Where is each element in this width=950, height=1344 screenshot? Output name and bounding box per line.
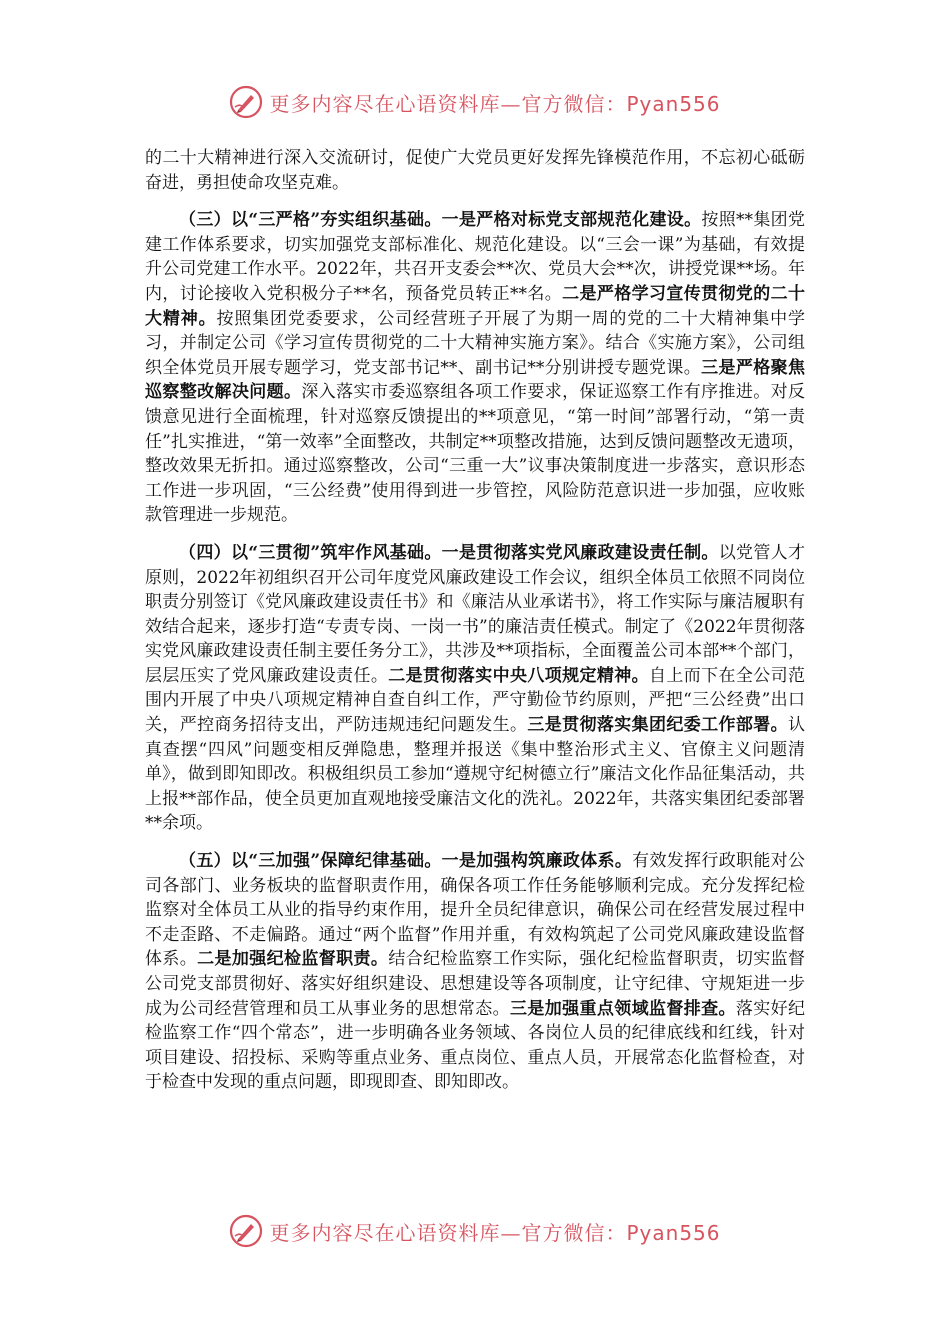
bold-run: 三是加强重点领域监督排查。 [509, 998, 736, 1019]
bold-run: 二是贯彻落实中央八项规定精神。 [388, 665, 649, 686]
footer-banner-text [269, 1217, 720, 1246]
document-body [145, 146, 805, 1095]
paragraph-section-3 [145, 208, 805, 528]
text-run: 深入落实市委巡察组各项工作要求，保证巡察工作有序推进。对反馈意见进行全面梳理，针对巡察反馈提出的**项意见，“第一时间”部署行动，“第一责任”扎实推进，“第一效率”全面整改，共制定**项整改措施，达到反馈问题整改无遗项，整改效果无折扣。通过巡察整改，公司“三重一大”议事决策制度进一步落实，意识形态工作进一步巩固，“三公经费”使用得到进一步管控，风险防范意识进一步加强，应收账款管理进一步规范。 [145, 382, 805, 526]
bold-run: 二是加强纪检监督职责。 [197, 949, 389, 970]
text-run: 结合纪检监察工作实际，强化纪检监督职责，切实监督公司党支部贯彻好、落实好组织建设、思想建设等各项制度，让守纪律、守规矩进一步成为公司经营管理和员工从事业务的思想常态。 [145, 949, 806, 1019]
bold-run: 三是贯彻落实集团纪委工作部署。 [527, 715, 789, 736]
text-run: 以党管人才原则，2022年初组织召开公司年度党风廉政建设工作会议，组织全体员工依照不同岗位职责分别签订《党风廉政建设责任书》和《廉洁从业承诺书》，将工作实际与廉洁履职有效结合起来，逐步打造“专责专岗、一岗一书”的廉洁责任模式。制定了《2022年贯彻落实党风廉政建设责任制主要任务分工》，共涉及**项指标，全面覆盖公司本部**个部门，层层压实了党风廉政建设责任。 [145, 542, 806, 686]
section-heading: （五）以“三加强”保障纪律基础。一是加强构筑廉政体系。 [179, 851, 633, 872]
pen-logo-icon [229, 85, 263, 119]
footer-banner [0, 1211, 950, 1251]
banner-wechat-id: Pyan556 [626, 1220, 721, 1245]
banner-wechat-id: Pyan556 [626, 91, 721, 116]
header-banner [0, 82, 950, 122]
text-run: 有效发挥行政职能对公司各部门、业务板块的监督职责作用，确保各项工作任务能够顺利完成。充分发挥纪检监察对全体员工从业的指导约束作用，提升全员纪律意识，确保公司在经营发展过程中不走歪路、不走偏路。通过“两个监督”作用并重，有效构筑起了公司党风廉政建设监督体系。 [145, 851, 805, 970]
text-run: 按照**集团党建工作体系要求，切实加强党支部标准化、规范化建设。以“三会一课”为基础，有效提升公司党建工作水平。2022年，共召开支委会**次、党员大会**次，讲授党课**场。年内，讨论接收入党积极分子**名，预备党员转正**名。 [145, 210, 805, 304]
section-heading: （四）以“三贯彻”筑牢作风基础。一是贯彻落实党风廉政建设责任制。 [179, 542, 719, 563]
text-run: 的二十大精神进行深入交流研讨，促使广大党员更好发挥先锋模范作用，不忘初心砥砺奋进，勇担使命攻坚克难。 [145, 148, 805, 193]
banner-slogan: 更多内容尽在心语资料库—官方微信： [269, 91, 627, 116]
text-run: 按照集团党委要求，公司经营班子开展了为期一周的党的二十大精神集中学习，并制定公司《学习宣传贯彻党的二十大精神实施方案》。结合《实施方案》，公司组织全体党员开展专题学习，党支部书记**、副书记**分别讲授专题党课。 [145, 308, 806, 378]
paragraph-1 [145, 146, 805, 195]
bold-run: 二是严格学习宣传贯彻党的二十大精神。 [145, 283, 806, 329]
section-heading: （三）以“三严格”夯实组织基础。一是严格对标党支部规范化建设。 [179, 210, 702, 231]
text-run: 认真查摆“四风”问题变相反弹隐患，整理并报送《集中整治形式主义、官僚主义问题清单》，做到即知即改。积极组织员工参加“遵规守纪树德立行”廉洁文化作品征集活动，共上报**部作品，使全员更加直观地接受廉洁文化的洗礼。2022年，共落实集团纪委部署**余项。 [145, 715, 806, 834]
bold-run: 三是严格聚焦巡察整改解决问题。 [145, 357, 806, 403]
text-run: 自上而下在全公司范围内开展了中央八项规定精神自查自纠工作，严守勤俭节约原则，严把“三公经费”出口关，严控商务招待支出，严防违规违纪问题发生。 [145, 665, 806, 736]
pen-logo-icon [229, 1214, 263, 1248]
banner-slogan: 更多内容尽在心语资料库—官方微信： [269, 1220, 627, 1245]
text-run: 落实好纪检监察工作“四个常态”，进一步明确各业务领域、各岗位人员的纪律底线和红线，针对项目建设、招投标、采购等重点业务、重点岗位、重点人员，开展常态化监督检查，对于检查中发现的重点问题，即现即查、即知即改。 [145, 998, 806, 1093]
paragraph-section-4 [145, 541, 805, 836]
paragraph-section-5 [145, 849, 805, 1095]
header-banner-text [269, 88, 720, 117]
